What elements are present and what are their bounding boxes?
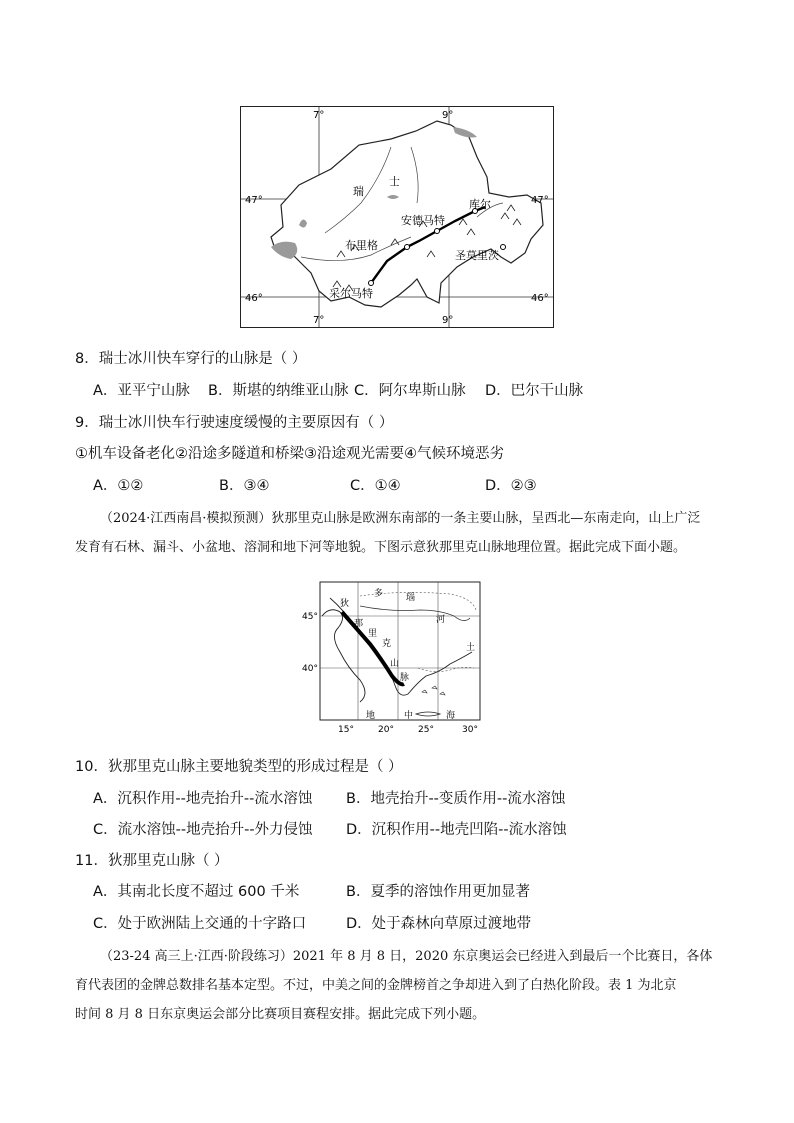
label-di-sea: 地 — [366, 711, 376, 721]
label-mai: 脉 — [400, 673, 410, 683]
intro2-line2: 育代表团的金牌总数排名基本定型。不过，中美之间的金牌榜首之争却进入到了白热化阶段。表 1 为北京 — [75, 978, 677, 993]
lat-label-45: 45° — [302, 612, 318, 622]
q10-option-c[interactable]: C．流水溶蚀--地壳抬升--外力侵蚀 — [93, 822, 313, 838]
lon-label-9-top: 9° — [442, 110, 454, 121]
label-shi: 士 — [389, 175, 400, 188]
q8-option-b[interactable]: B．斯堪的纳维亚山脉 — [208, 383, 349, 399]
dinaric-map-svg — [300, 576, 490, 738]
switzerland-map — [240, 106, 554, 328]
q8-option-d[interactable]: D．巴尔干山脉 — [485, 383, 584, 399]
station-st-moritz — [501, 245, 506, 250]
label-chur: 库尔 — [469, 198, 491, 211]
label-nao: 瑙 — [406, 593, 416, 603]
label-st-moritz: 圣莫里茨 — [455, 249, 499, 262]
q11-option-a[interactable]: A．其南北长度不超过 600 千米 — [93, 884, 300, 900]
lon-label-15: 15° — [338, 725, 354, 735]
lon-label-20: 20° — [378, 725, 394, 735]
lon-label-7-bottom: 7° — [313, 315, 325, 326]
q11-stem: 11．狄那里克山脉（ ） — [75, 853, 229, 869]
label-na: 那 — [354, 619, 364, 629]
label-shan: 山 — [390, 659, 400, 669]
label-hai: 海 — [446, 711, 456, 721]
lat-label-46-right: 46° — [531, 293, 549, 304]
q9-option-a[interactable]: A．①② — [93, 478, 144, 494]
q9-option-d[interactable]: D．②③ — [485, 478, 537, 494]
q10-option-d[interactable]: D．沉积作用--地壳凹陷--流水溶蚀 — [346, 822, 567, 838]
intro2-line3: 时间 8 月 8 日东京奥运会部分比赛项目赛程安排。据此完成下列小题。 — [75, 1007, 486, 1022]
label-zermatt: 采尔马特 — [329, 287, 373, 300]
intro1-line1: （2024·江西南昌·模拟预测）狄那里克山脉是欧洲东南部的一条主要山脉，呈西北—东南走向，山上广泛 — [100, 511, 701, 526]
lon-label-30: 30° — [462, 725, 478, 735]
station-brig — [405, 245, 410, 250]
q9-statements: ①机车设备老化②沿途多隧道和桥梁③沿途观光需要④气候环境恶劣 — [75, 446, 504, 462]
label-ke: 克 — [382, 639, 392, 649]
q9-option-c[interactable]: C．①④ — [350, 478, 401, 494]
label-rui: 瑞 — [353, 185, 364, 198]
label-li: 里 — [368, 629, 378, 639]
q11-option-b[interactable]: B．夏季的溶蚀作用更加显著 — [346, 884, 530, 900]
lat-label-46-left: 46° — [245, 293, 263, 304]
station-zermatt — [369, 281, 374, 286]
q10-option-b[interactable]: B．地壳抬升--变质作用--流水溶蚀 — [346, 791, 566, 807]
lon-label-25: 25° — [418, 725, 434, 735]
label-brig: 布里格 — [345, 239, 378, 252]
lat-label-47-left: 47° — [245, 195, 263, 206]
q8-stem: 8．瑞士冰川快车穿行的山脉是（ ） — [75, 351, 307, 367]
q10-stem: 10．狄那里克山脉主要地貌类型的形成过程是（ ） — [75, 759, 403, 775]
lat-label-47-right: 47° — [531, 195, 549, 206]
lon-label-7-top: 7° — [313, 110, 325, 121]
label-zhong: 中 — [404, 711, 414, 721]
dinaric-map — [300, 576, 490, 738]
label-he: 河 — [436, 615, 446, 625]
q9-option-b[interactable]: B．③④ — [219, 478, 270, 494]
q9-stem: 9．瑞士冰川快车行驶速度缓慢的主要原因有（ ） — [75, 415, 394, 431]
intro1-line2: 发育有石林、漏斗、小盆地、溶洞和地下河等地貌。下图示意狄那里克山脉地理位置。据此完成下面小题。 — [75, 540, 687, 555]
q8-option-a[interactable]: A．亚平宁山脉 — [93, 383, 190, 399]
q10-option-a[interactable]: A．沉积作用--地壳抬升--流水溶蚀 — [93, 791, 313, 807]
switzerland-map-svg — [241, 107, 553, 327]
intro2-line1: （23-24 高三上·江西·阶段练习）2021 年 8 月 8 日，2020 东京奥运会已经进入到最后一个比赛日，各体 — [100, 949, 713, 964]
q8-option-c[interactable]: C．阿尔卑斯山脉 — [354, 383, 466, 399]
lat-label-40: 40° — [302, 664, 318, 674]
q11-option-d[interactable]: D．处于森林向草原过渡地带 — [346, 916, 532, 932]
lon-label-9-bottom: 9° — [442, 315, 454, 326]
station-andermatt — [435, 229, 440, 234]
label-di: 狄 — [340, 599, 350, 609]
label-duo: 多 — [374, 589, 384, 599]
q11-option-c[interactable]: C．处于欧洲陆上交通的十字路口 — [93, 916, 307, 932]
label-andermatt: 安德马特 — [401, 214, 445, 227]
label-tu: 土 — [466, 643, 476, 653]
